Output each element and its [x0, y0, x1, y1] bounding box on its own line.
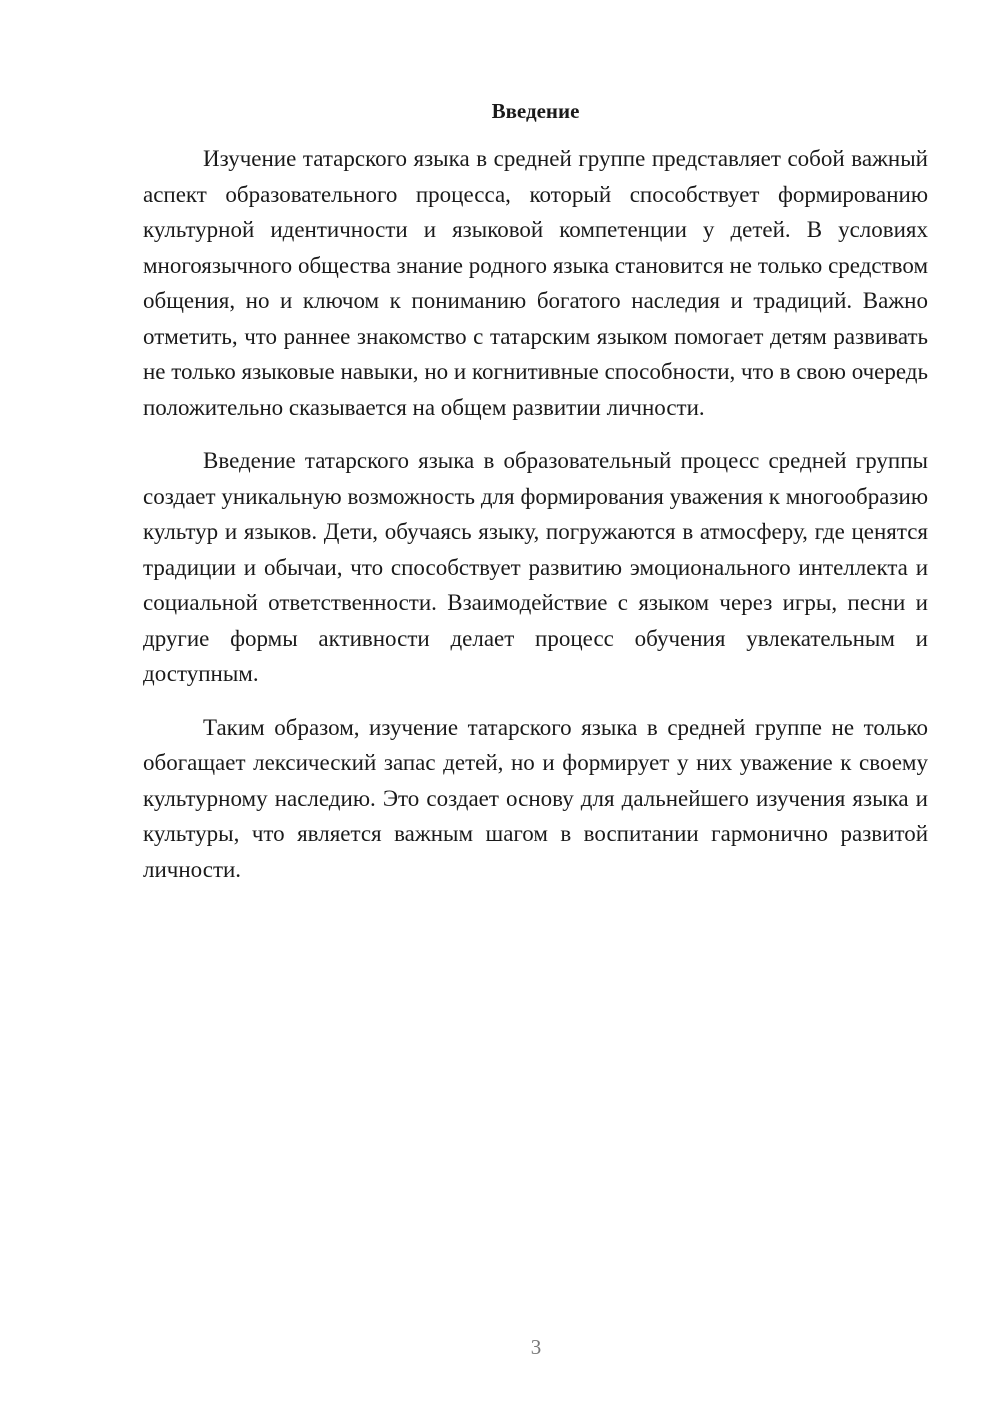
- page-number: 3: [530, 1335, 542, 1359]
- paragraph-3: Таким образом, изучение татарского языка в средней группе не только обогащает лексический запас детей, но и формирует у них уважение к своему культурному наследию. Это создает основу для дальнейшего изучения языка и культуры, что является важным шагом в воспитании гармонично развитой личности.: [143, 714, 928, 882]
- paragraph-2: Введение татарского языка в образовательный процесс средней группы создает уникальную возможность для формирования уважения к многообразию культур и языков. Дети, обучаясь языку, погружаются в атмосферу, где ценятся традиции и обычаи, что способствует развитию эмоционального интеллекта и социальной ответственности. Взаимодействие с языком через игры, песни и другие формы активности делает процесс обучения увлекательным и доступным.: [143, 448, 928, 686]
- page-title: Введение: [491, 99, 580, 123]
- paragraph-1: Изучение татарского языка в средней группе представляет собой важный аспект образовательного процесса, который способствует формированию культурной идентичности и языковой компетенции у детей. В условиях многоязычного общества знание родного языка становится не только средством общения, но и ключом к пониманию богатого наследия и традиций. Важно отметить, что раннее знакомство с татарским языком помогает детям развивать не только языковые навыки, но и когнитивные способности, что в свою очередь положительно сказывается на общем развитии личности.: [143, 146, 928, 420]
- document-body: [143, 141, 928, 905]
